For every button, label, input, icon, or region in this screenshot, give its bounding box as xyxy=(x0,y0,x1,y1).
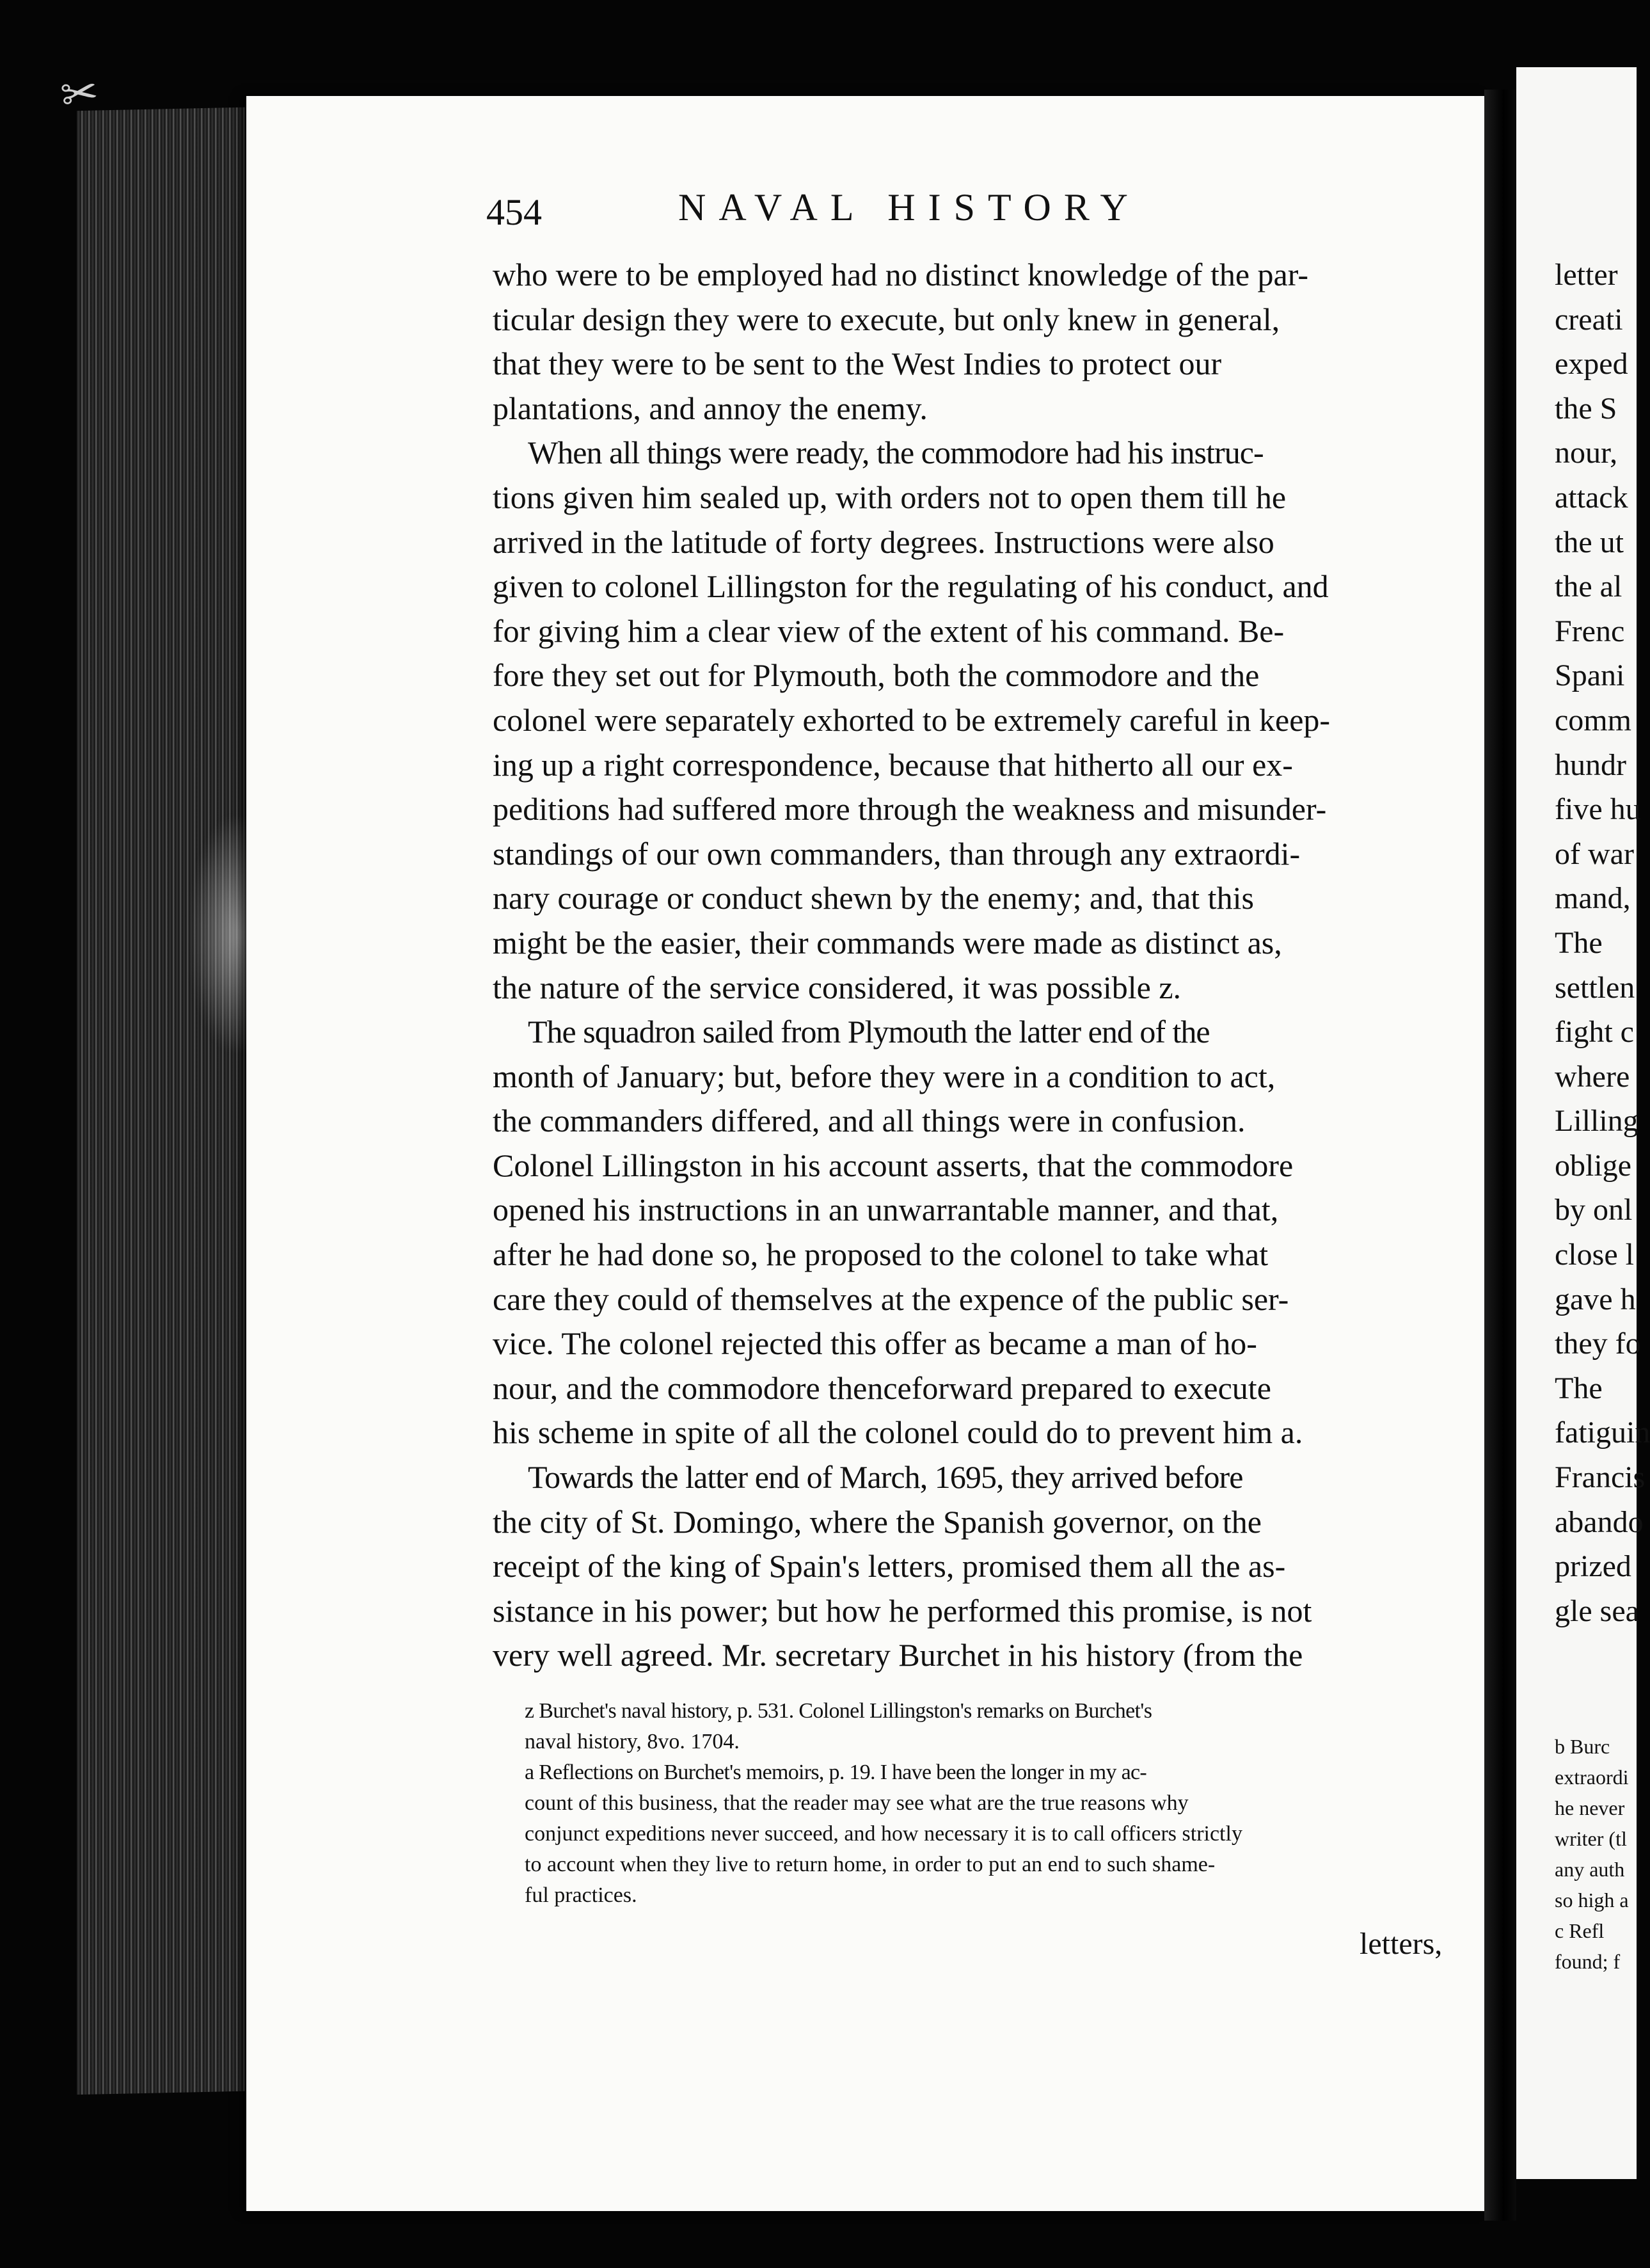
facing-footnote-line: writer (tl xyxy=(1555,1827,1627,1850)
facing-page xyxy=(1516,67,1650,2179)
facing-body-line: by onl xyxy=(1555,1193,1633,1227)
body-line: ticular design they were to execute, but only knew in general, xyxy=(493,301,1280,337)
page-edges xyxy=(77,107,269,2095)
binding-mark: ✂ xyxy=(58,67,102,122)
facing-footnote-line: he never xyxy=(1555,1796,1625,1819)
page-number: 454 xyxy=(486,191,542,233)
facing-body-line: five hu xyxy=(1555,792,1641,827)
body-line: Colonel Lillingston in his account asserts, that the commodore xyxy=(493,1147,1294,1183)
facing-body-line: oblige xyxy=(1555,1148,1631,1183)
facing-body-line: fight c xyxy=(1555,1015,1634,1050)
body-line: after he had done so, he proposed to the colonel to take what xyxy=(493,1236,1269,1273)
facing-body-line: Lilling xyxy=(1555,1104,1638,1138)
facing-footnote-line: extraordi xyxy=(1555,1766,1629,1789)
footnote-line: conjunct expeditions never succeed, and how necessary it is to call officers strictly xyxy=(525,1822,1242,1846)
facing-body-line: Frenc xyxy=(1555,614,1625,648)
facing-body-line: they fo xyxy=(1555,1327,1641,1361)
body-line: nour, and the commodore thenceforward prepared to execute xyxy=(493,1370,1271,1406)
running-head: NAVAL HISTORY xyxy=(678,186,1141,228)
body-line: care they could of themselves at the expence of the public ser- xyxy=(493,1281,1289,1317)
facing-body-line: mand, xyxy=(1555,881,1631,916)
body-line: receipt of the king of Spain's letters, promised them all the as- xyxy=(493,1548,1286,1585)
body-line: that they were to be sent to the West Indies to protect our xyxy=(493,346,1222,382)
footnote-line: count of this business, that the reader may see what are the true reasons why xyxy=(525,1791,1189,1815)
facing-footnote-line: so high a xyxy=(1555,1889,1629,1912)
body-line: might be the easier, their commands were made as distinct as, xyxy=(493,924,1282,961)
page-header xyxy=(486,186,1459,243)
facing-body-line: Spani xyxy=(1555,659,1625,693)
body-line: tions given him sealed up, with orders not to open them till he xyxy=(493,479,1287,515)
body-text xyxy=(493,253,1440,1678)
footnote-line: ful practices. xyxy=(525,1883,637,1907)
facing-footnote-line: b Burc xyxy=(1555,1735,1610,1758)
body-line: his scheme in spite of all the colonel could do to prevent him a. xyxy=(493,1414,1303,1451)
facing-body-line: hundr xyxy=(1555,747,1626,782)
facing-page-footnotes xyxy=(1555,1731,1629,1977)
facing-footnote-line: found; f xyxy=(1555,1950,1621,1973)
facing-footnote-line: c Refl xyxy=(1555,1919,1605,1942)
facing-body-line: attack xyxy=(1555,480,1628,515)
facing-footnote-line: any auth xyxy=(1555,1858,1625,1881)
footnote-line: z Burchet's naval history, p. 531. Colonel Lillingston's remarks on Burchet's xyxy=(525,1699,1152,1723)
body-line: peditions had suffered more through the weakness and misunder- xyxy=(493,791,1327,827)
body-line: sistance in his power; but how he performed this promise, is not xyxy=(493,1592,1312,1629)
body-line: plantations, and annoy the enemy. xyxy=(493,390,928,426)
facing-page-text xyxy=(1555,253,1650,1633)
facing-body-line: gave h xyxy=(1555,1282,1636,1316)
body-line: colonel were separately exhorted to be extremely careful in keep- xyxy=(493,701,1331,738)
body-line: vice. The colonel rejected this offer as became a man of ho- xyxy=(493,1325,1257,1362)
body-line: who were to be employed had no distinct knowledge of the par- xyxy=(493,257,1309,292)
facing-body-line: gle sea xyxy=(1555,1593,1639,1628)
facing-body-line: close l xyxy=(1555,1238,1634,1272)
body-line: month of January; but, before they were in a condition to act, xyxy=(493,1058,1276,1094)
facing-body-line: the al xyxy=(1555,570,1622,604)
facing-body-line: Francis xyxy=(1555,1460,1646,1495)
book-gutter xyxy=(1484,90,1516,2221)
facing-body-line: exped xyxy=(1555,347,1628,381)
body-line: given to colonel Lillingston for the regulating of his conduct, and xyxy=(493,568,1329,605)
body-line: for giving him a clear view of the extent of his command. Be- xyxy=(493,612,1285,649)
body-line: standings of our own commanders, than through any extraordi- xyxy=(493,835,1301,872)
body-line: opened his instructions in an unwarrantable manner, and that, xyxy=(493,1192,1279,1228)
facing-body-line: creati xyxy=(1555,302,1623,337)
body-line: When all things were ready, the commodore had his instruc- xyxy=(528,435,1264,471)
body-line: ing up a right correspondence, because that hitherto all our ex- xyxy=(493,746,1293,783)
body-line: nary courage or conduct shewn by the enemy; and, that this xyxy=(493,880,1254,916)
facing-body-line: of war xyxy=(1555,836,1634,871)
body-line: very well agreed. Mr. secretary Burchet in his history (from the xyxy=(493,1637,1303,1673)
facing-body-line: The xyxy=(1555,925,1603,960)
facing-body-line: prized xyxy=(1555,1549,1631,1584)
facing-body-line: fatiguin xyxy=(1555,1416,1650,1450)
footnote-line: naval history, 8vo. 1704. xyxy=(525,1730,740,1753)
body-line: Towards the latter end of March, 1695, they arrived before xyxy=(528,1459,1243,1496)
facing-body-line: nour, xyxy=(1555,436,1618,470)
facing-body-line: letter xyxy=(1555,258,1618,292)
footnote-line: a Reflections on Burchet's memoirs, p. 19. I have been the longer in my ac- xyxy=(525,1761,1146,1784)
catchword: letters, xyxy=(1360,1927,1443,1961)
facing-body-line: abando xyxy=(1555,1505,1644,1539)
body-line: the city of St. Domingo, where the Spanish governor, on the xyxy=(493,1503,1262,1540)
footnotes xyxy=(525,1696,1446,1911)
facing-body-line: the S xyxy=(1555,391,1617,426)
facing-body-line: where xyxy=(1555,1059,1630,1094)
body-line: the commanders differed, and all things were in confusion. xyxy=(493,1103,1246,1139)
facing-body-line: The xyxy=(1555,1371,1603,1405)
facing-body-line: settlen xyxy=(1555,970,1635,1005)
footnote-line: to account when they live to return home, in order to put an end to such shame- xyxy=(525,1853,1216,1876)
body-line: the nature of the service considered, it was possible z. xyxy=(493,969,1182,1005)
facing-body-line: the ut xyxy=(1555,525,1624,559)
body-line: The squadron sailed from Plymouth the latter end of the xyxy=(528,1014,1210,1050)
body-line: fore they set out for Plymouth, both the commodore and the xyxy=(493,657,1260,694)
body-line: arrived in the latitude of forty degrees. Instructions were also xyxy=(493,523,1274,560)
facing-body-line: comm xyxy=(1555,703,1631,737)
